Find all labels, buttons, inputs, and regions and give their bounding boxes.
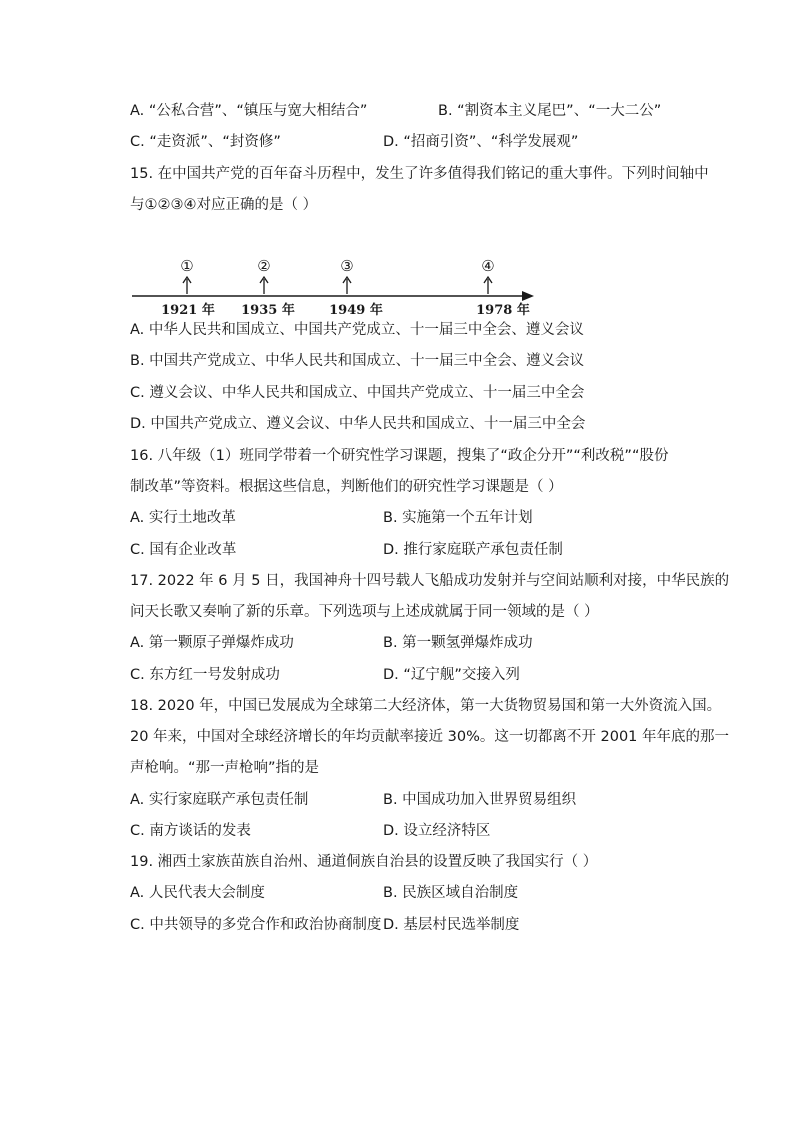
q14-option-c: C. “走资派”、“封资修” <box>130 134 281 150</box>
q18-option-c: C. 南方谈话的发表 <box>130 823 251 839</box>
q18-option-a: A. 实行家庭联产承包责任制 <box>130 792 309 808</box>
q18-option-d: D. 设立经济特区 <box>383 823 491 839</box>
timeline-year-4: 1978 年 <box>476 303 530 318</box>
timeline-marker-1: ① <box>180 257 194 275</box>
timeline-marker-2: ② <box>257 257 271 275</box>
q15-option-c: C. 遵义会议、中华人民共和国成立、中国共产党成立、十一届三中全会 <box>130 385 585 401</box>
q19-option-a: A. 人民代表大会制度 <box>130 885 265 901</box>
q15-stem-line-2: 与①②③④对应正确的是（ ） <box>130 197 318 213</box>
q18-stem-line-1: 18. 2020 年，中国已发展成为全球第二大经济体，第一大货物贸易国和第一大外资流入国。 <box>130 698 722 714</box>
q19-option-d: D. 基层村民选举制度 <box>383 917 520 933</box>
q15-option-d: D. 中国共产党成立、遵义会议、中华人民共和国成立、十一届三中全会 <box>130 416 586 432</box>
timeline-marker-3: ③ <box>340 257 354 275</box>
q17-option-b: B. 第一颗氢弹爆炸成功 <box>383 635 533 651</box>
q16-stem-line-1: 16. 八年级（1）班同学带着一个研究性学习课题，搜集了“政企分开”“利改税”“股份 <box>130 448 669 464</box>
q14-option-b: B. “割资本主义尾巴”、“一大二公” <box>438 103 662 119</box>
q15-option-b: B. 中国共产党成立、中华人民共和国成立、十一届三中全会、遵义会议 <box>130 353 585 369</box>
q16-option-a: A. 实行土地改革 <box>130 510 236 526</box>
q14-option-a: A. “公私合营”、“镇压与宽大相结合” <box>130 103 368 119</box>
q15-stem-line-1: 15. 在中国共产党的百年奋斗历程中，发生了许多值得我们铭记的重大事件。下列时间轴中 <box>130 166 709 182</box>
timeline-arrowhead <box>522 291 534 301</box>
q18-stem-line-3: 声枪响。“那一声枪响”指的是 <box>130 760 320 776</box>
q18-option-b: B. 中国成功加入世界贸易组织 <box>383 792 577 808</box>
q17-option-d: D. “辽宁舰”交接入列 <box>383 667 520 683</box>
timeline-year-1: 1921 年 <box>161 303 215 318</box>
q17-option-a: A. 第一颗原子弹爆炸成功 <box>130 635 294 651</box>
q18-stem-line-2: 20 年来，中国对全球经济增长的年均贡献率接近 30%。这一切都离不开 2001 年年底的那一 <box>130 729 730 745</box>
q16-option-d: D. 推行家庭联产承包责任制 <box>383 542 563 558</box>
q17-stem-line-2: 问天长歌又奏响了新的乐章。下列选项与上述成就属于同一领域的是（ ） <box>130 604 599 620</box>
q16-option-c: C. 国有企业改革 <box>130 542 237 558</box>
timeline-diagram <box>130 252 550 324</box>
q19-option-b: B. 民族区域自治制度 <box>383 885 519 901</box>
timeline-year-2: 1935 年 <box>241 303 295 318</box>
timeline-year-3: 1949 年 <box>329 303 383 318</box>
timeline-marker-4: ④ <box>481 257 495 275</box>
q17-stem-line-1: 17. 2022 年 6 月 5 日，我国神舟十四号载人飞船成功发射并与空间站顺利对接，中华民族的 <box>130 573 730 589</box>
q19-stem-line-1: 19. 湘西土家族苗族自治州、通道侗族自治县的设置反映了我国实行（ ） <box>130 854 598 870</box>
q16-stem-line-2: 制改革”等资料。根据这些信息，判断他们的研究性学习课题是（ ） <box>130 479 563 495</box>
q17-option-c: C. 东方红一号发射成功 <box>130 667 280 683</box>
q19-option-c: C. 中共领导的多党合作和政治协商制度 <box>130 917 382 933</box>
q16-option-b: B. 实施第一个五年计划 <box>383 510 533 526</box>
q15-option-a: A. 中华人民共和国成立、中国共产党成立、十一届三中全会、遵义会议 <box>130 322 584 338</box>
q14-option-d: D. “招商引资”、“科学发展观” <box>383 134 579 150</box>
